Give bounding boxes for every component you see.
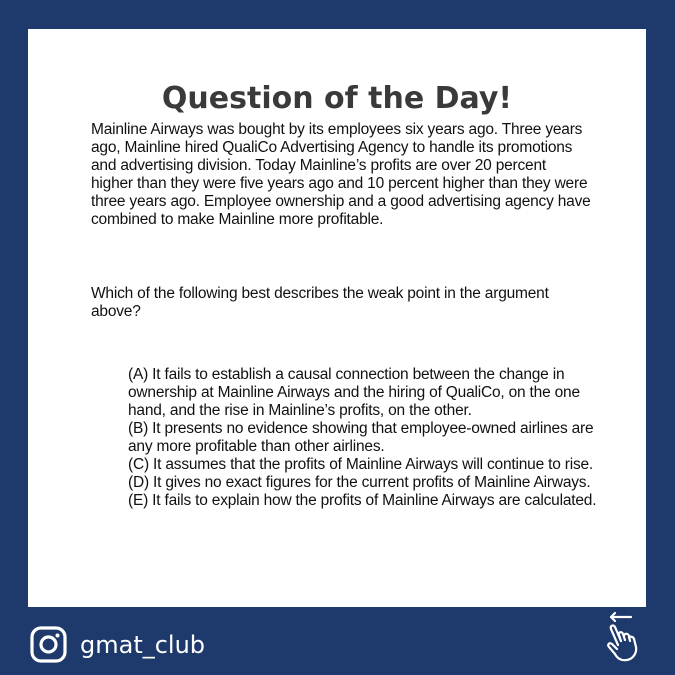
answer-choice-b[interactable]: (B) It presents no evidence showing that employee-owned airlines are any more profitable than other airlines. <box>128 420 594 455</box>
swipe-hand-icon <box>601 611 645 663</box>
instagram-handle[interactable]: gmat_club <box>80 631 206 659</box>
question-card <box>28 29 646 607</box>
answer-choice-a[interactable]: (A) It fails to establish a causal connection between the change in ownership at Mainline Airways and the hiring of QualiCo, on the one hand, and the rise in Mainline’s profits, on the other. <box>128 366 580 419</box>
answer-choice-d[interactable]: (D) It gives no exact figures for the current profits of Mainline Airways. <box>128 474 591 491</box>
answer-choice-c[interactable]: (C) It assumes that the profits of Mainline Airways will continue to rise. <box>128 456 594 473</box>
answer-choices <box>128 366 598 510</box>
page-title: Question of the Day! <box>161 81 513 116</box>
answer-choice-e[interactable]: (E) It fails to explain how the profits of Mainline Airways are calculated. <box>128 492 597 509</box>
question-stem: Which of the following best describes the weak point in the argument above? <box>91 285 549 320</box>
question-stimulus: Mainline Airways was bought by its employees six years ago. Three years ago, Mainline hired QualiCo Advertising Agency to handle its promotions and advertising division. Today Mainline’s profits are over 20 percent higher than they were five years ago and 10 percent higher than they were three years ago. Employee ownership and a good advertising agency have combined to make Mainline more profitable. <box>91 121 591 228</box>
instagram-icon[interactable] <box>30 626 67 663</box>
